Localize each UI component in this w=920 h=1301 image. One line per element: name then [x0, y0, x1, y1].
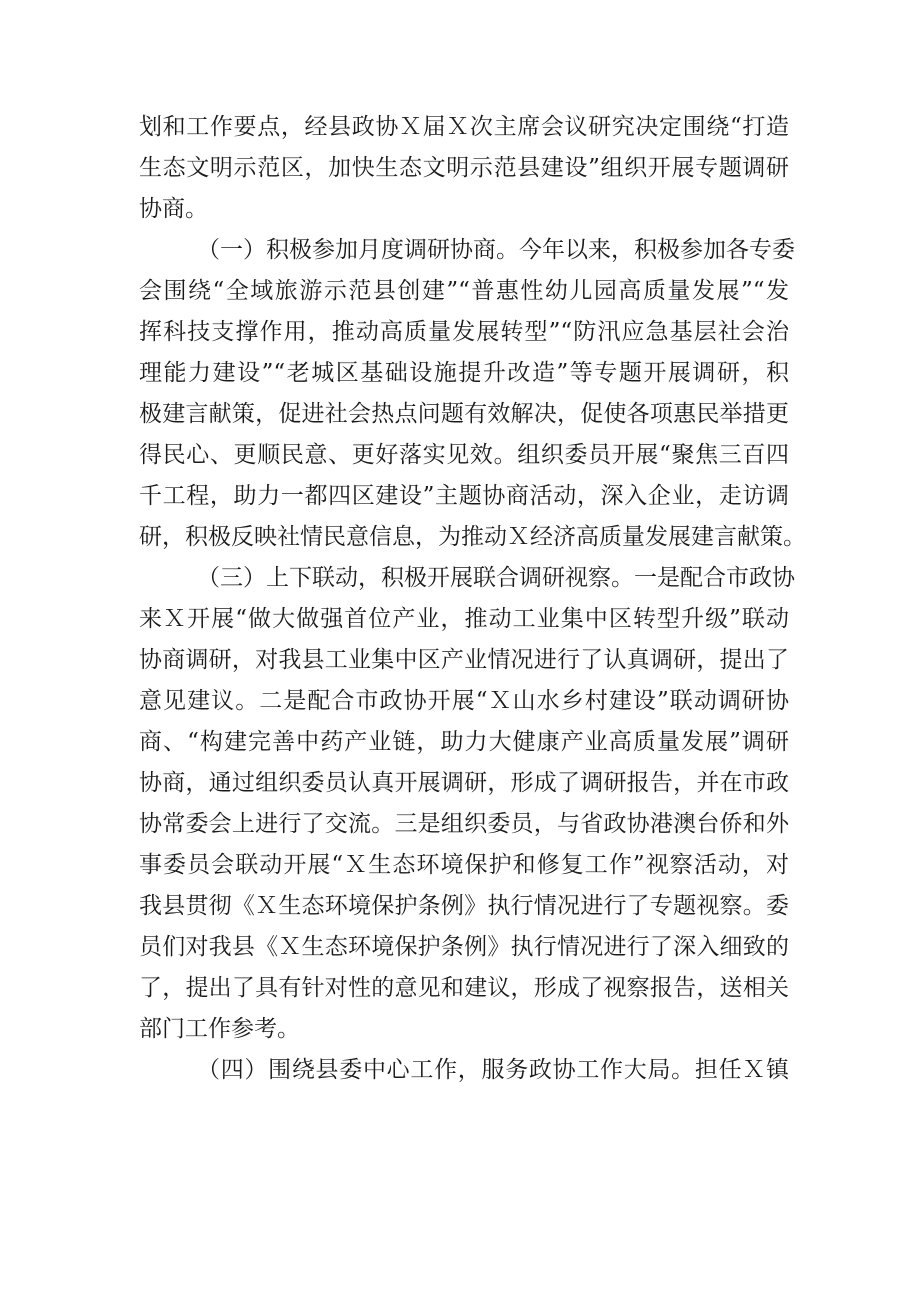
- text-line: 意见建议。二是配合市政协开展“Ｘ山水乡村建设”联动调研协: [139, 688, 789, 714]
- text-line: 得民心、更顺民意、更好落实见效。组织委员开展“聚焦三百四: [139, 442, 789, 468]
- text-line: 协常委会上进行了交流。三是组织委员，与省政协港澳台侨和外: [139, 811, 789, 837]
- text-line: 研，积极反映社情民意信息，为推动Ｘ经济高质量发展建言献策。: [139, 524, 806, 550]
- text-line: 我县贯彻《Ｘ生态环境保护条例》执行情况进行了专题视察。委: [139, 893, 789, 919]
- text-line: 挥科技支撑作用，推动高质量发展转型”“防汛应急基层社会治: [139, 319, 789, 345]
- text-line: 生态文明示范区，加快生态文明示范县建设”组织开展专题调研: [139, 155, 789, 181]
- text-line: 划和工作要点，经县政协Ｘ届Ｘ次主席会议研究决定围绕“打造: [139, 114, 789, 140]
- text-line: 协商，通过组织委员认真开展调研，形成了调研报告，并在市政: [139, 770, 789, 796]
- text-line: 部门工作参考。: [139, 1016, 300, 1042]
- text-line: 协商。: [139, 196, 208, 222]
- paragraph-heading-line: （四）围绕县委中心工作，服务政协工作大局。担任Ｘ镇: [197, 1057, 789, 1083]
- paragraph-heading-line: （三）上下联动，积极开展联合调研视察。一是配合市政协: [197, 565, 795, 591]
- text-line: 千工程，助力一都四区建设”主题协商活动，深入企业，走访调: [139, 483, 789, 509]
- text-line: 来Ｘ开展“做大做强首位产业，推动工业集中区转型升级”联动: [139, 606, 789, 632]
- text-line: 员们对我县《Ｘ生态环境保护条例》执行情况进行了深入细致的: [139, 934, 789, 960]
- paragraph-heading-line: （一）积极参加月度调研协商。今年以来，积极参加各专委: [197, 237, 795, 263]
- text-line: 商、“构建完善中药产业链，助力大健康产业高质量发展”调研: [139, 729, 789, 755]
- document-body: [139, 107, 806, 1091]
- text-line: 协商调研，对我县工业集中区产业情况进行了认真调研，提出了: [139, 647, 789, 673]
- text-line: 会围绕“全域旅游示范县创建”“普惠性幼儿园高质量发展”“发: [139, 278, 789, 304]
- text-line: 极建言献策，促进社会热点问题有效解决，促使各项惠民举措更: [139, 401, 789, 427]
- text-line: 理能力建设”“老城区基础设施提升改造”等专题开展调研，积: [139, 360, 789, 386]
- text-line: 了，提出了具有针对性的意见和建议，形成了视察报告，送相关: [139, 975, 789, 1001]
- text-line: 事委员会联动开展“Ｘ生态环境保护和修复工作”视察活动，对: [139, 852, 789, 878]
